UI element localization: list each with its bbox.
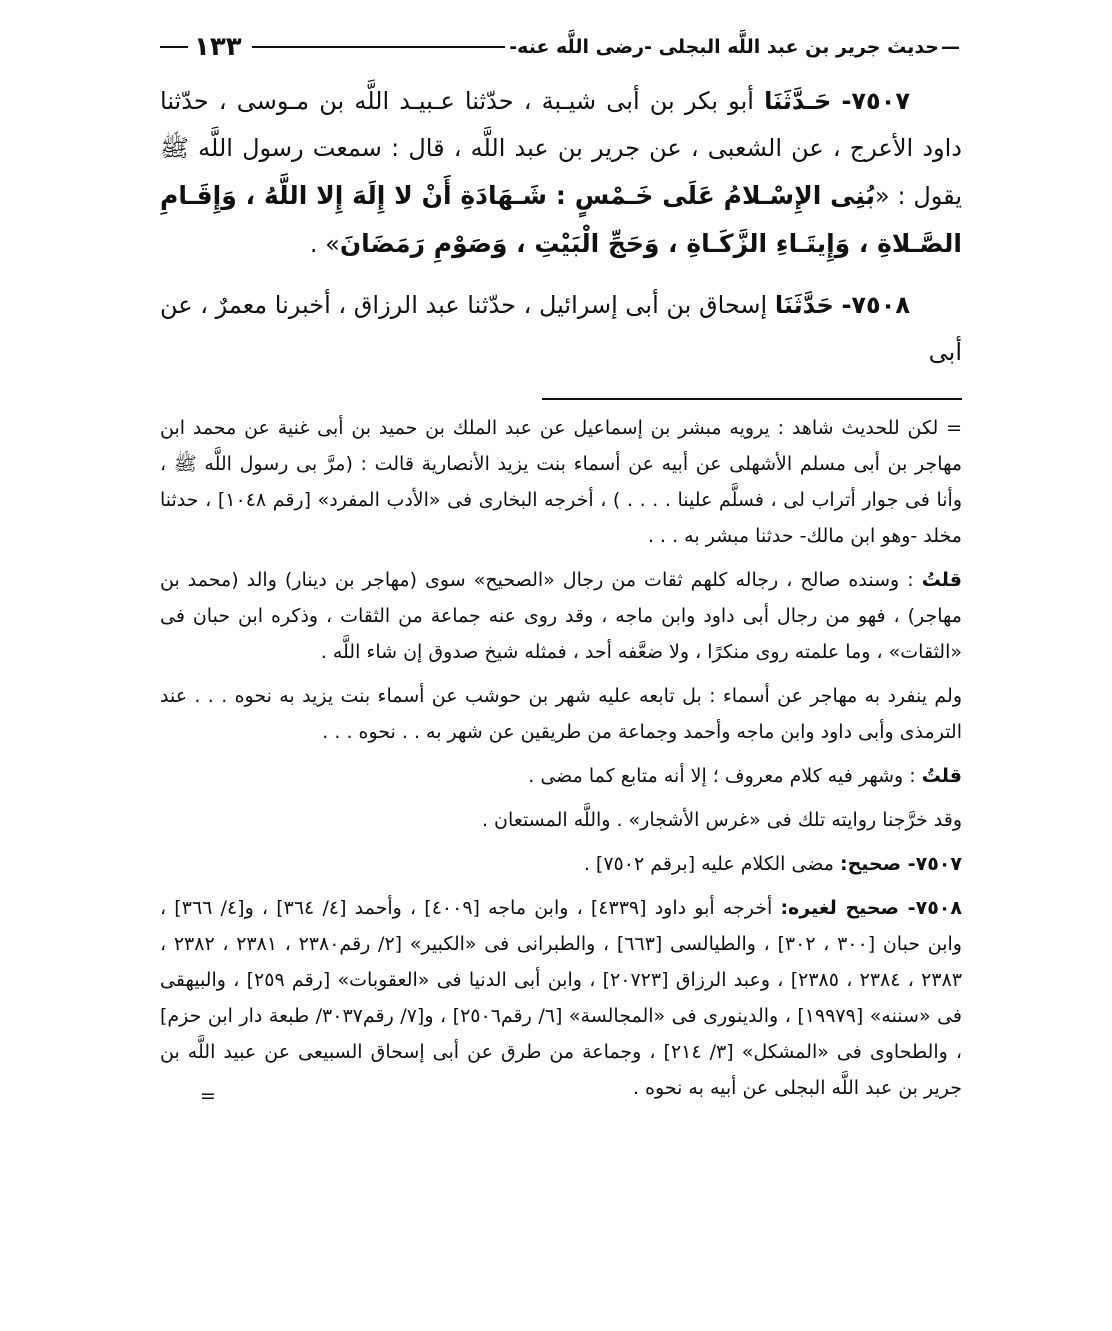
hadith-number: ٧٥٠٧- <box>841 87 910 115</box>
footnote-paragraph <box>160 562 962 670</box>
header-dash: — <box>941 36 960 58</box>
hadith-matn: بُنِى الإِسْـلامُ عَلَى خَـمْسٍ : شَـهَادَةِ أَنْ لا إِلَهَ إِلا اللَّهُ ، وَإِقَـامِ الصَّـلاةِ ، وَإِيتَـاءِ الزَّكَـاةِ ، وَحَجِّ الْبَيْتِ ، وَصَوْمِ رَمَضَانَ <box>160 181 962 258</box>
continuation-mark-end: = <box>200 1085 216 1107</box>
footnote-paragraph <box>160 758 962 794</box>
haddathana: حَدَّثَنَا <box>774 291 834 319</box>
grading-label: ٧٥٠٨- صحيح لغيره: <box>780 897 962 919</box>
footnote-7508 <box>160 890 962 1106</box>
footnote-paragraph <box>160 802 962 838</box>
footnote-text: ولم ينفرد به مهاجر عن أسماء : بل تابعه عليه شهر بن حوشب عن أسماء بنت يزيد به نحوه . . . عند الترمذى وأبى داود وابن ماجه وأحمد وجماعة من طريقين عن شهر به . . نحوه . . . <box>160 685 962 743</box>
haddathana: حَـدَّثَنَا <box>764 87 832 115</box>
footnotes <box>160 410 962 1114</box>
qultu-label: قلتُ <box>921 765 962 787</box>
chapter-title: حديث جرير بن عبد اللَّه البجلى -رضى اللَّه عنه- <box>509 36 939 58</box>
header-rule-end <box>160 46 188 48</box>
book-page <box>160 30 962 1114</box>
closing-quote: » . <box>309 230 340 258</box>
main-text <box>160 78 962 376</box>
footnote-text: لكن للحديث شاهد : يرويه مبشر بن إسماعيل عن عبد الملك بن حميد بن أبى غنية عن محمد ابن مهاجر بن أبى مسلم الأشهلى عن أبيه عن أسماء بنت يزيد الأنصارية قالت : (مرَّ بى رسول اللَّه ﷺ ، وأنا فى جوار أتراب لى ، فسلَّم علينا . . . . ) ، أخرجه البخارى فى «الأدب المفرد» [رقم ١٠٤٨] ، حدثنا مخلد -وهو ابن مالك- حدثنا مبشر به . . . <box>160 417 962 547</box>
header-rule <box>252 46 506 48</box>
hadith-7508 <box>160 282 962 376</box>
grading-label: ٧٥٠٧- صحيح: <box>840 853 962 875</box>
footnote-paragraph <box>160 410 962 554</box>
running-header <box>160 30 962 64</box>
hadith-7507 <box>160 78 962 268</box>
qultu-label: قلتُ <box>921 569 962 591</box>
footnote-text: : وسنده صالح ، رجاله كلهم ثقات من رجال «الصحيح» سوى (مهاجر بن دينار) والد (محمد بن مهاجر) ، فهو من رجال أبى داود وابن ماجه ، وقد روى عنه جماعة من الثقات ، وذكره ابن حبان فى «الثقات» ، وما علمته روى منكرًا ، ولا ضعَّفه أحد ، فمثله شيخ صدوق إن شاء اللَّه . <box>160 569 962 663</box>
isnad-text: أبو بكر بن أبى شيـبة ، حدّثنا عـبيـد اللَّه بن مـوسى ، حدّثنا داود الأعرج ، عن الشعبى ، عن جرير بن عبد اللَّه ، قال : سمعت رسول اللَّه ﷺ يقول : « <box>160 87 963 210</box>
footnote-7507 <box>160 846 962 882</box>
footnote-text: مضى الكلام عليه [برقم ٧٥٠٢] . <box>583 853 834 875</box>
footnote-text: أخرجه أبو داود [٤٣٣٩] ، وابن ماجه [٤٠٠٩] ، وأحمد [٤/ ٣٦٤] ، و[٤/ ٣٦٦] ، وابن حبان [٣٠٠ ، ٣٠٢] ، والطيالسى [٦٦٣] ، والطبرانى فى «الكبير» [٢/ رقم٢٣٨٠ ، ٢٣٨١ ، ٢٣٨٢ ، ٢٣٨٣ ، ٢٣٨٤ ، ٢٣٨٥] ، وعبد الرزاق [٢٠٧٢٣] ، وابن أبى الدنيا فى «العقوبات» [رقم ٢٥٩] ، والبيهقى فى «سننه» [١٩٩٧٩] ، والدينورى فى «المجالسة» [٦/ رقم٢٥٠٦] ، و[٧/ رقم٣٠٣٧/ طبعة دار ابن حزم] ، والطحاوى فى «المشكل» [٣/ ٢١٤] ، وجماعة من طرق عن أبى إسحاق السبيعى عن عبيد اللَّه بن جرير بن عبد اللَّه البجلى عن أبيه به نحوه . <box>160 897 963 1099</box>
continuation-mark: = <box>938 417 962 439</box>
page-number: ١٣٣ <box>194 32 242 62</box>
isnad-text: إسحاق بن أبى إسرائيل ، حدّثنا عبد الرزاق ، أخبرنا معمرٌ ، عن أبى <box>160 291 962 366</box>
footnote-separator <box>542 398 962 400</box>
footnote-text: وقد خرَّجنا روايته تلك فى «غرس الأشجار» . واللَّه المستعان . <box>481 809 962 831</box>
footnote-paragraph <box>160 678 962 750</box>
footnote-text: : وشهر فيه كلام معروف ؛ إلا أنه متابع كما مضى . <box>528 765 916 787</box>
hadith-number: ٧٥٠٨- <box>841 291 910 319</box>
